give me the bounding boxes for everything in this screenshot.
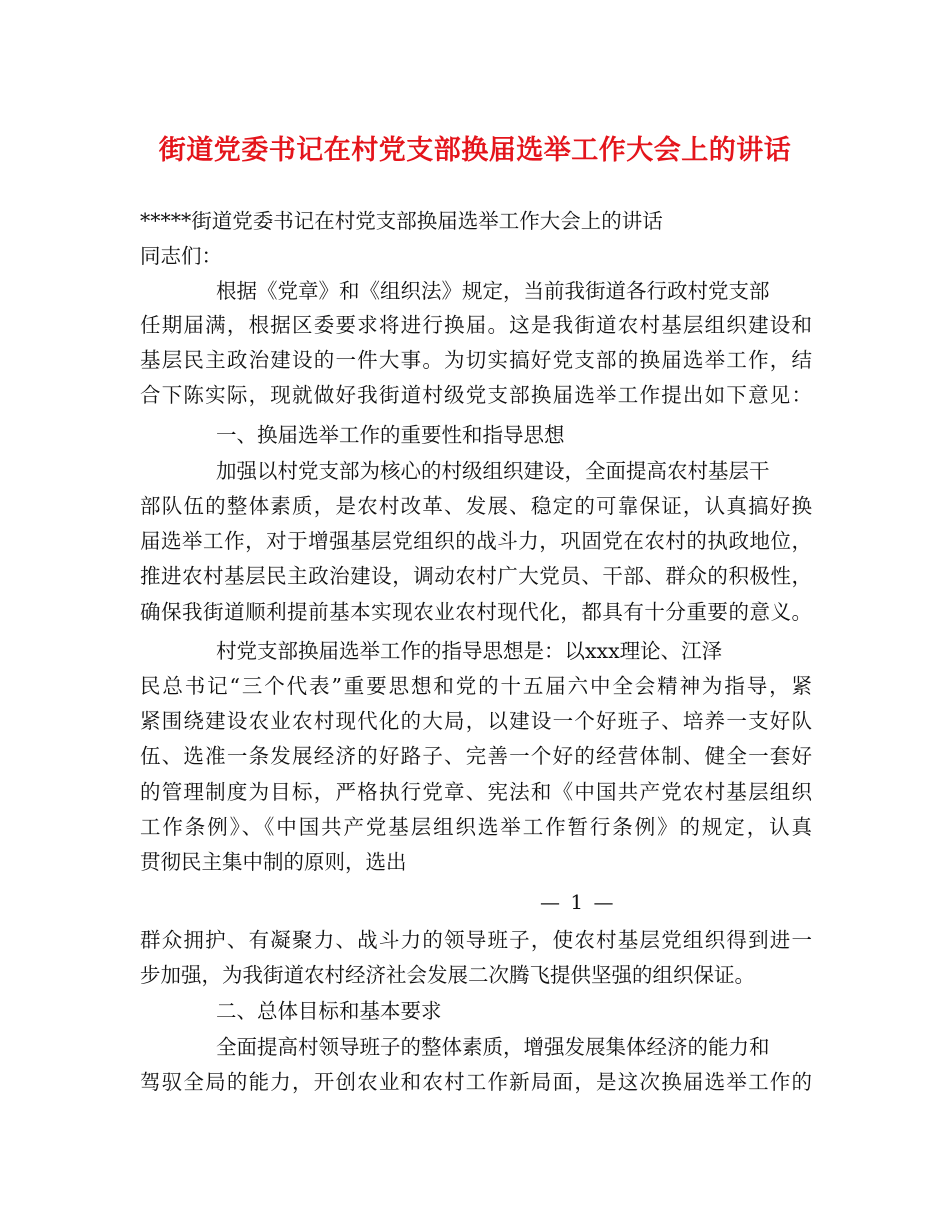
paragraph-line: 确保我街道顺利提前基本实现农业农村现代化，都具有十分重要的意义。 [140,600,812,624]
paragraph-line: 根据《党章》和《组织法》规定，当前我街道各行政村党支部 [216,279,770,303]
paragraph-line: 民总书记“三个代表”重要思想和党的十五届六中全会精神为指导，紧 [140,674,812,698]
paragraph-line: 驾驭全局的能力，开创农业和农村工作新局面，是这次换届选举工作的 [140,1070,812,1094]
paragraph-line: 工作条例》、《中国共产党基层组织选举工作暂行条例》的规定，认真 [140,815,812,839]
paragraph-line: 的管理制度为目标，严格执行党章、宪法和《中国共产党农村基层组织 [140,780,812,804]
paragraph-line: 伍、选准一条发展经济的好路子、完善一个好的经营体制、健全一套好 [140,744,812,768]
paragraph-line: 部队伍的整体素质，是农村改革、发展、稳定的可靠保证，认真搞好换 [140,494,812,518]
paragraph-line: 紧围绕建设农业农村现代化的大局，以建设一个好班子、培养一支好队 [140,709,812,733]
section-heading: 二、总体目标和基本要求 [216,999,442,1023]
paragraph-line: 届选举工作，对于增强基层党组织的战斗力，巩固党在农村的执政地位， [140,529,812,553]
section-heading: 一、换届选举工作的重要性和指导思想 [216,423,565,447]
paragraph-line: 贯彻民主集中制的原则，选出 [140,850,407,874]
paragraph-line: 推进农村基层民主政治建设，调动农村广大党员、干部、群众的积极性， [140,564,812,588]
paragraph-line: 村党支部换届选举工作的指导思想是：以xxx理论、江泽 [216,639,723,663]
paragraph-line: 步加强，为我街道农村经济社会发展二次腾飞提供坚强的组织保证。 [140,963,755,987]
paragraph-line: 全面提高村领导班子的整体素质，增强发展集体经济的能力和 [216,1035,770,1059]
page-number: — 1 — [540,890,616,914]
paragraph-line: 加强以村党支部为核心的村级组织建设，全面提高农村基层干 [216,459,770,483]
paragraph-line: 群众拥护、有凝聚力、战斗力的领导班子，使农村基层党组织得到进一 [140,928,812,952]
paragraph-line: 基层民主政治建设的一件大事。为切实搞好党支部的换届选举工作，结 [140,348,812,372]
salutation: 同志们： [140,244,222,268]
document-title: 街道党委书记在村党支部换届选举工作大会上的讲话 [158,135,792,166]
paragraph-line: 任期届满，根据区委要求将进行换届。这是我街道农村基层组织建设和 [140,313,812,337]
subtitle-line: *****街道党委书记在村党支部换届选举工作大会上的讲话 [140,209,663,233]
paragraph-line: 合下陈实际，现就做好我街道村级党支部换届选举工作提出如下意见： [140,383,812,407]
